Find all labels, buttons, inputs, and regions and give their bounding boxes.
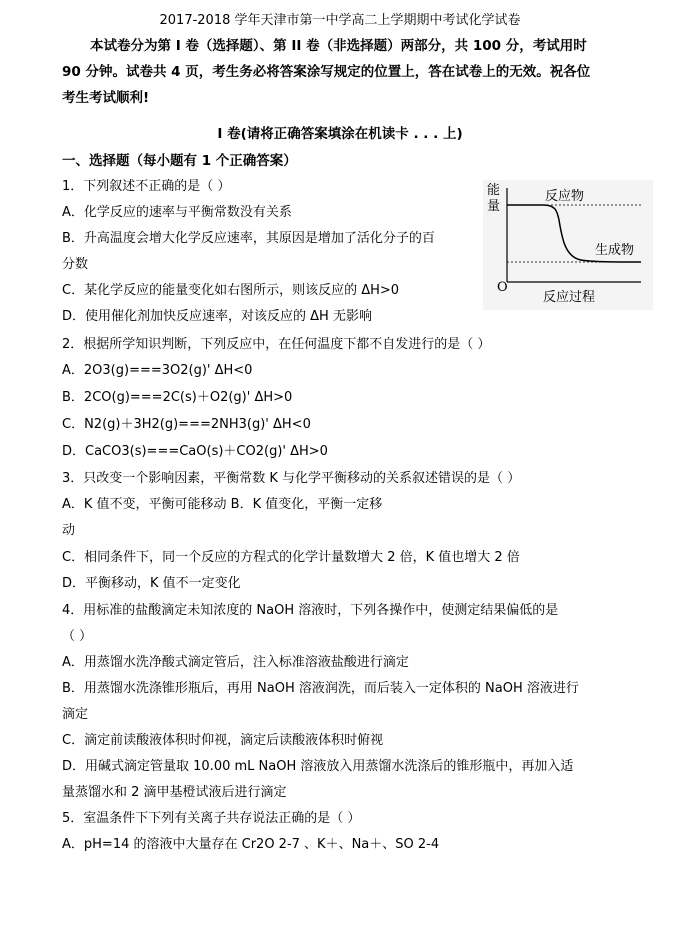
product-label: 生成物 [595,243,635,258]
q1-option-b-line2: 分数 [62,257,89,272]
energy-diagram [483,180,653,310]
reactant-label: 反应物 [545,189,585,204]
y-label-1: 能 [487,183,501,198]
q1-option-d: D．使用催化剂加快反应速率，对该反应的 ΔH 无影响 [62,309,372,324]
exam-title: 2017-2018 学年天津市第一中学高二上学期期中考试化学试卷 [159,13,521,28]
q4-option-b-line1: B．用蒸馏水洗涤锥形瓶后，再用 NaOH 溶液润洗，而后装入一定体积的 NaOH 溶液进行 [62,681,579,696]
q5-stem: 5．室温条件下下列有关离子共存说法正确的是（ ） [62,811,361,826]
y-label-2: 量 [487,199,501,214]
q4-stem-line1: 4．用标准的盐酸滴定未知浓度的 NaOH 溶液时，下列各操作中，使测定结果偏低的是 [62,603,559,618]
q3-options-ab-line2: 动 [62,523,76,538]
q2-option-a: A．2O3(g)===3O2(g)' ΔH<0 [62,363,253,378]
q3-option-d: D．平衡移动，K 值不一定变化 [62,576,241,591]
q1-stem: 1．下列叙述不正确的是（ ） [62,179,231,194]
q3-options-ab-line1: A．K 值不变，平衡可能移动 B．K 值变化，平衡一定移 [62,497,383,512]
q1-option-c: C．某化学反应的能量变化如右图所示，则该反应的 ΔH>0 [62,283,400,298]
q3-stem: 3．只改变一个影响因素，平衡常数 K 与化学平衡移动的关系叙述错误的是（ ） [62,471,521,486]
intro-line-1: 本试卷分为第 I 卷（选择题）、第 II 卷（非选择题）两部分，共 100 分，考试用时 [90,38,587,54]
q4-option-d-line1: D．用碱式滴定管量取 10.00 mL NaOH 溶液放入用蒸馏水洗涤后的锥形瓶中，再加入适 [62,759,574,774]
q1-option-b-line1: B．升高温度会增大化学反应速率，其原因是增加了活化分子的百 [62,231,435,246]
q4-option-a: A．用蒸馏水洗净酸式滴定管后，注入标准溶液盐酸进行滴定 [62,655,409,670]
q2-option-d: D．CaCO3(s)===CaO(s)＋CO2(g)' ΔH>0 [62,444,328,459]
intro-line-2: 90 分钟。试卷共 4 页，考生务必将答案涂写规定的位置上，答在试卷上的无效。祝各位 [62,64,591,80]
q1-option-a: A．化学反应的速率与平衡常数没有关系 [62,205,292,220]
q3-option-c: C．相同条件下，同一个反应的方程式的化学计量数增大 2 倍，K 值也增大 2 倍 [62,550,520,565]
x-axis-label: 反应过程 [543,290,596,305]
q4-stem-line2: （ ） [62,629,93,644]
q4-option-c: C．滴定前读酸液体积时仰视，滴定后读酸液体积时俯视 [62,733,384,748]
section-title: 一、选择题（每小题有 1 个正确答案） [62,153,297,169]
origin-label: O [497,280,508,295]
q4-option-b-line2: 滴定 [62,707,89,722]
q2-option-b: B．2CO(g)===2C(s)＋O2(g)' ΔH>0 [62,390,293,405]
q5-option-a: A．pH=14 的溶液中大量存在 Cr2O 2-7 、K＋、Na＋、SO 2-4 [62,837,440,852]
q4-option-d-line2: 量蒸馏水和 2 滴甲基橙试液后进行滴定 [62,785,287,800]
intro-line-3: 考生考试顺利! [62,90,150,106]
q2-stem: 2．根据所学知识判断，下列反应中，在任何温度下都不自发进行的是（ ） [62,337,491,352]
part-title: I 卷(请将正确答案填涂在机读卡 . . . 上) [217,126,463,142]
q2-option-c: C．N2(g)＋3H2(g)===2NH3(g)' ΔH<0 [62,417,311,432]
